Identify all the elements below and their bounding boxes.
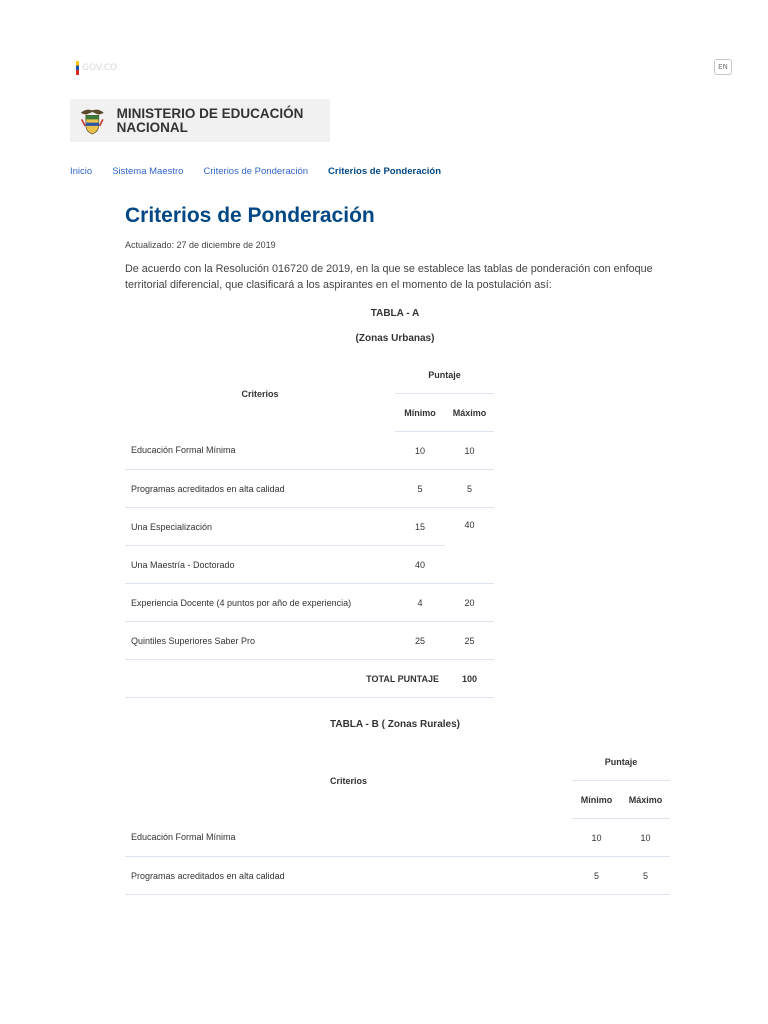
updated-date: Actualizado: 27 de diciembre de 2019 [125,240,276,250]
table-a-cell-max: 10 [445,432,494,470]
govco-flag-icon [76,61,79,75]
table-row [125,819,670,857]
table-a-cell-max: 25 [445,622,494,660]
table-a-total-label: TOTAL PUNTAJE [125,660,445,698]
table-a-cell-min: 15 [395,508,445,546]
table-b-cell-criterio: Programas acreditados en alta calidad [125,857,572,895]
table-a-cell-criterio: Experiencia Docente (4 puntos por año de experiencia) [125,584,395,622]
page-title: Criterios de Ponderación [125,204,375,227]
table-a-caption: TABLA - A [370,308,420,319]
table-a [125,356,494,698]
table-b-col-minimo: Mínimo [572,781,621,819]
main-content [125,200,665,895]
ministry-name: MINISTERIO DE EDUCACIÓN NACIONAL [116,105,304,135]
table-a-col-criterios: Criterios [241,388,279,399]
table-a-cell-max: 20 [445,584,494,622]
table-b-cell-max: 5 [621,857,670,895]
table-row [125,584,494,622]
breadcrumb-inicio[interactable]: Inicio [70,166,93,177]
table-row [125,432,494,470]
breadcrumb-criterios[interactable]: Criterios de Ponderación [203,166,309,177]
table-row [125,546,494,584]
table-b-cell-criterio: Educación Formal Mínima [125,819,572,857]
table-b-caption: TABLA - B ( Zonas Rurales) [329,719,460,730]
table-a-subcaption: (Zonas Urbanas) [355,333,435,344]
table-total-row [125,660,494,698]
table-a-cell-criterio: Quintiles Superiores Saber Pro [125,622,395,660]
govco-logo[interactable] [76,60,136,76]
breadcrumb-current: Criterios de Ponderación [328,166,442,177]
govco-logo-text: GOV.CO [82,63,118,73]
table-b-cell-min: 10 [572,819,621,857]
language-button[interactable]: EN [714,59,732,75]
table-row [125,857,670,895]
breadcrumb [70,166,461,177]
table-a-cell-criterio: Programas acreditados en alta calidad [125,470,395,508]
table-a-total-value: 100 [445,660,494,698]
table-a-cell-min: 5 [395,470,445,508]
breadcrumb-sistema-maestro[interactable]: Sistema Maestro [112,166,184,177]
table-b-col-criterios: Criterios [329,775,367,786]
table-b-col-maximo: Máximo [621,781,670,819]
table-a-cell-criterio: Educación Formal Mínima [125,432,395,470]
intro-paragraph: De acuerdo con la Resolución 016720 de 2019, en la que se establece las tablas de ponderación con enfoque territorial diferencial, que clasificará a los aspirantes en el momento de la postulación así: [125,263,653,291]
table-b [125,743,670,895]
coat-of-arms-icon [76,101,109,141]
table-a-col-minimo: Mínimo [395,394,445,432]
table-a-cell-criterio: Una Especialización [125,508,395,546]
table-a-cell-max: 5 [445,470,494,508]
table-a-cell-criterio: Una Maestría - Doctorado [125,546,395,584]
table-a-col-maximo: Máximo [445,394,494,432]
table-a-col-puntaje: Puntaje [428,369,461,380]
table-row [125,470,494,508]
top-bar [0,0,768,90]
table-a-cell-min: 4 [395,584,445,622]
table-a-cell-min: 40 [395,546,445,584]
table-a-cell-min: 25 [395,622,445,660]
table-row [125,508,494,546]
table-a-cell-max: 40 [445,508,494,584]
table-row [125,622,494,660]
ministry-banner[interactable] [70,99,330,142]
table-a-cell-min: 10 [395,432,445,470]
table-b-col-puntaje: Puntaje [604,756,638,767]
table-b-cell-max: 10 [621,819,670,857]
table-b-cell-min: 5 [572,857,621,895]
